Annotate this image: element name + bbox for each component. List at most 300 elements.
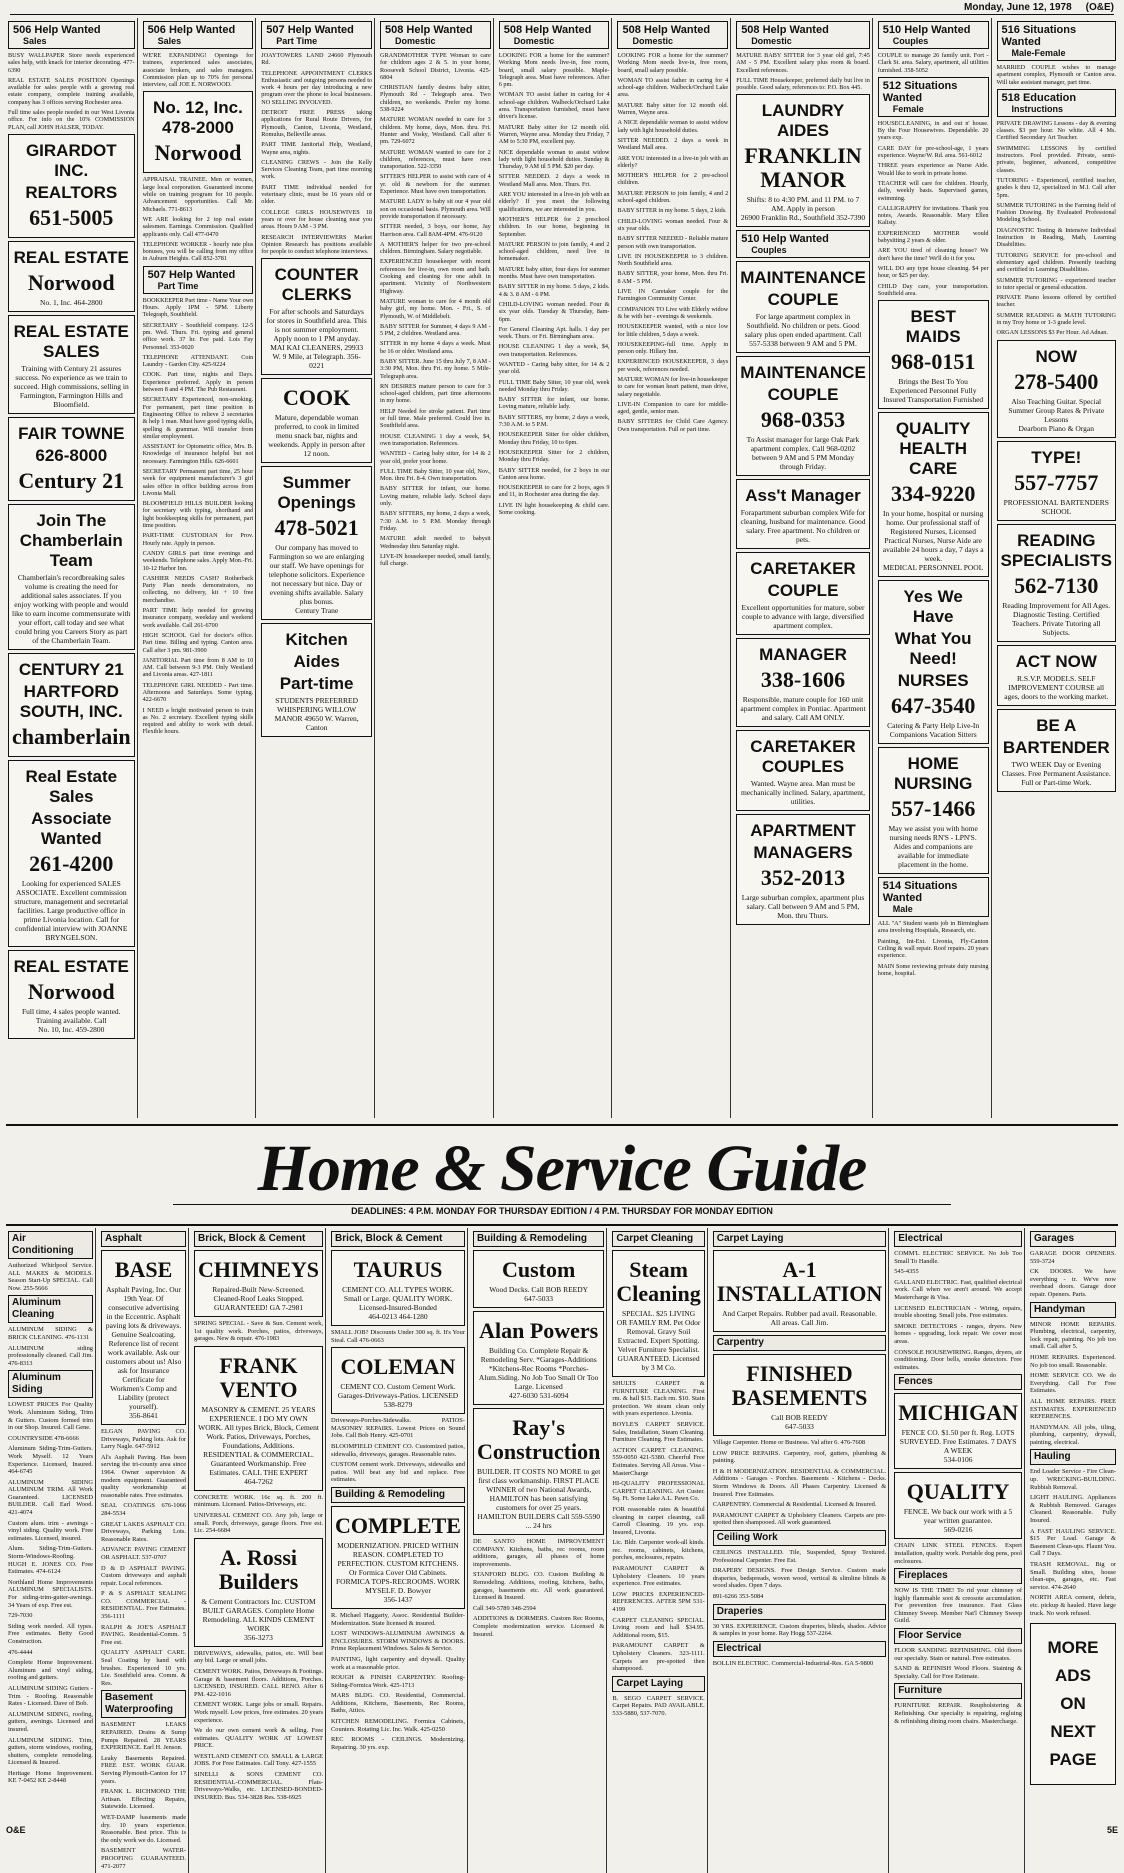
service-ad: PARAMOUNT CARPET & Upholstery Cleaners. Carpets are pre-spotted then shampooed. All work guaranteed. bbox=[712, 1511, 887, 1527]
classified-column bbox=[6, 18, 138, 1118]
section-title: 507 Help Wanted bbox=[147, 268, 236, 281]
classified-ad: For General Cleaning Apt. halls. 1 day per week. Thurs. or Fri. Birmingham area. bbox=[498, 325, 610, 341]
service-ad: Leaky Basements Repaired. FREE EST. WORK GUAR. Serving Plymouth-Canton for 17 years. bbox=[101, 1754, 187, 1785]
section-title: 507 Help Wanted bbox=[266, 24, 354, 36]
category-heading: Electrical bbox=[894, 1231, 1022, 1247]
display-ad-heading: CARETAKER bbox=[750, 559, 856, 579]
classified-ad: MATURE PERSON to join family, 4 and 2 school-aged children, need live in homemaker. bbox=[498, 240, 610, 263]
category-heading: Electrical bbox=[713, 1641, 886, 1657]
display-ad-body: Mature, dependable woman preferred, to cook in limited menu snack bar, nights and weekends. Apply in person after 12 noon. bbox=[268, 413, 366, 459]
classified-ad: LIVE-IN housekeeper needed, small family, full charge. bbox=[380, 552, 491, 568]
classified-ad: SITTER NEEDED. 2 days a week in Westland Mall area. Mon. Thurs. Fri. bbox=[498, 173, 610, 188]
classified-ad: SECRETARY - Southfield company. 12-5 pm. Wed. Thurs. Fri. typing and general office work. 37 hr. Fee paid. Lois Fay Personnel. 353-0020 bbox=[142, 321, 254, 351]
display-ad-footer: 26900 Franklin Rd., Southfield 352-7390 bbox=[740, 213, 866, 223]
display-ad-body: Looking for experienced SALES ASSOCIATE. Excellent commission structure, management and secretarial facilities. Large productive office in prime Livonia location. Call for confidential interview with JOANNE BRYNGELSON. bbox=[14, 878, 129, 942]
service-ad: CARPENTRY. Commercial & Residential. Licensed & Insured. bbox=[712, 1501, 877, 1509]
service-guide-section bbox=[6, 1228, 1118, 1870]
classified-ad: PART TIME help needed for growing insurance company, weekday and weekend work available. Call 261-6700 bbox=[142, 607, 254, 629]
classified-ad: HIGH SCHOOL Girl for doctor's office. Part time. Billing and typing. Canton area. Call after 3 pm. 981-3900 bbox=[142, 631, 254, 654]
display-ad bbox=[473, 1250, 604, 1308]
display-ad-heading: READING SPECIALISTS bbox=[1000, 530, 1112, 570]
display-ad-heading: NURSES bbox=[897, 671, 969, 691]
classified-ad: RN DESIRES mature person to care for 3 school-aged children, part time afternoons in my home. bbox=[380, 382, 491, 405]
category-heading: Building & Remodeling bbox=[331, 1487, 465, 1503]
section-heading bbox=[736, 230, 870, 258]
display-ad bbox=[8, 504, 135, 650]
classified-ad: NICE dependable woman to assist widow lady with light household duties. Sunday & Thursday, 9 AM til 5 PM. $20 per day. bbox=[498, 148, 610, 171]
display-ad-heading: CENTURY 21 bbox=[18, 659, 124, 679]
display-ad-body: Building Co. Complete Repair & Remodeling Serv. *Garages-Additions *Kitchens-Rec Rooms *Porches-Alum.Siding. No Job Too Small Or Too Large. Licensed bbox=[478, 1346, 599, 1391]
display-ad-body: Catering & Party Help Live-In Companions Vacation Sitters bbox=[887, 721, 980, 740]
classified-ad: BOOKKEEPER Part time - Name Your own Hours. Apply 1PM - 5PM. Liberty Telegraph, Southfield. bbox=[142, 296, 254, 319]
classified-ad: TELEPHONE ATTENDANT. Coin Laundry - Garden City. 425-9224 bbox=[142, 353, 254, 369]
service-ad: 729-7030 bbox=[8, 1612, 33, 1620]
display-ad-body: MASONRY & CEMENT. 25 YEARS EXPERIENCE. I DO MY OWN WORK. All types Brick, Block, Cement Work. Patios, Driveways, Porches, Foundations, Additions. RESIDENTIAL & COMMERCIAL. Guaranteed Workmanship. Free Estimates. CALL THE EXPERT bbox=[198, 1404, 319, 1477]
section-subtitle: Part Time bbox=[276, 36, 318, 46]
display-ad-body: No. 1, Inc. 464-2800 bbox=[40, 297, 103, 307]
section-title: 510 Help Wanted bbox=[741, 233, 829, 246]
section-heading bbox=[997, 89, 1116, 117]
section-heading bbox=[617, 21, 728, 49]
display-ad-heading: NOW bbox=[1035, 346, 1078, 366]
display-ad-feature: Ray's Construction bbox=[476, 1415, 601, 1464]
classified-ad: DETROIT FREE PRESS taking applications for Rural Route Drivers, for Plymouth, Canton, Livonia, Westland, Romulus, Belleville areas. bbox=[261, 109, 373, 138]
section-title: 506 Help Wanted bbox=[13, 24, 101, 36]
classified-ad: TELEPHONE GIRL NEEDED - Part time. Afternoons and Saturdays. Some typing. 422-6670 bbox=[142, 681, 254, 704]
service-ad: STANFORD BLDG. CO. Custom Building & Remodeling. Additions, roofing, kitchens, baths, garages, basements etc. All work guaranteed. Licensed & Insured. bbox=[472, 1571, 605, 1602]
service-ad: Alum. Siding-Trim-Gutters. Storm-Windows-Roofing. HUGH E. JONES CO. Free Estimates. 474-6124 bbox=[8, 1545, 94, 1576]
display-ad-body: STUDENTS PREFERRED WHISPERING WILLOW MANOR 49650 W. Warren, Canton bbox=[274, 696, 359, 733]
display-ad-body: R.S.V.P. MODELS. SELF IMPROVEMENT COURSE all ages, doors to the working market. bbox=[1004, 673, 1109, 701]
service-ad: SPRING SPECIAL - Save & Sun. Cement work, 1st quality work. Porches, patios, driveways, garages. New & repair. 476-1983 bbox=[194, 1320, 324, 1343]
display-ad-feature: Norwood bbox=[27, 978, 115, 1004]
service-ad: ELGAN PAVING CO. Driveways, Parking lots. Ask for Larry Nagle. 647-5912 bbox=[101, 1428, 187, 1451]
classified-ad: WILL DO any type house cleaning. $4 per hour, or $25 per day. bbox=[877, 264, 989, 280]
service-ad: KITCHEN REMODELING. Formica Cabinets, Counters. Rotating Lic. Inc. Walk. 425-0250 bbox=[331, 1718, 465, 1733]
display-ad-footer: 356-3273 bbox=[244, 1632, 273, 1642]
display-ad bbox=[736, 261, 870, 353]
service-ad: SINELLI & SONS CEMENT CO. RESIDENTIAL-COMMERCIAL. Flats-Driveways-Walks, etc. LICENSED-BONDED-INSURED. Bus. 534-3828 Res. 538-6925 bbox=[194, 1771, 324, 1801]
display-ad-heading: TYPE! bbox=[1031, 447, 1082, 467]
guide-column bbox=[192, 1228, 326, 1873]
display-ad-feature: 334-9220 bbox=[891, 481, 976, 507]
category-heading: Aluminum Siding bbox=[8, 1370, 93, 1398]
classified-section bbox=[6, 18, 1118, 1118]
banner-title: Home & Service Guide bbox=[257, 1131, 867, 1205]
classified-ad: MATURE PERSON to join family, 4 and 2 school-aged children. bbox=[617, 189, 729, 205]
category-heading: Carpet Cleaning bbox=[612, 1231, 704, 1247]
section-title: 512 Situations Wanted bbox=[882, 79, 958, 104]
display-ad-heading: COUPLE bbox=[767, 385, 839, 405]
classified-ad: TELEPHONE APPOINTMENT CLERKS Enthusiastic and outgoing persons needed to work 4 hours per day introducing a new program over the phone to local businesses. NO SELLING INVOLVED. bbox=[261, 69, 373, 106]
display-ad-heading: QUALITY HEALTH CARE bbox=[895, 419, 971, 479]
classified-ad: BABY SITTER in my home. 5 days, 2 kids. bbox=[617, 207, 727, 215]
classified-ad: BABY SITTER for infant, our home. Loving mature, reliable lady. School days only. bbox=[380, 485, 491, 508]
classified-ad: BABY SITTER needed, for 2 boys in our Canton area home. bbox=[498, 466, 610, 481]
display-ad-body: Forapartment suburban complex Wife for cleaning, husband for maintenance. Good salary. Free apartment. No children or pets. bbox=[740, 508, 866, 545]
service-ad: BLOOMFIELD CEMENT CO. Customized patios, sidewalks, driveways, garages. Reasonable rates. bbox=[331, 1442, 465, 1458]
service-ad: FOR reasonable rates & beautiful cleaning in carpet cleaning, call Carroll Cleaning. 19 yrs. exp. Insured, Livonia. bbox=[612, 1505, 705, 1536]
classified-ad: BABY SITTERS for Child Care Agency. Own transportation. Full or part time. bbox=[617, 418, 729, 433]
display-ad-feature: FRANKLIN MANOR bbox=[744, 143, 862, 193]
display-ad-footer: 538-8279 bbox=[383, 1400, 413, 1410]
classified-column bbox=[259, 18, 375, 1118]
classified-ad: BABY SITTERS, my home, 2 days a week, 7:30 A.M. to 5 P.M. Monday through Friday. bbox=[380, 510, 491, 532]
display-ad-heading: GIRARDOT INC. bbox=[25, 140, 117, 180]
classified-ad: CANDY GIRLS part time evenings and weekends. Telephone sales. Apply Mon.-Fri. 10-12 Harbor Inn. bbox=[142, 549, 254, 572]
classified-ad: APPRAISAL TRAINEE. Men or women, large local corporation. Guaranteed income while on training program for 10 people. Advancement opportunities. Call Mr. Michaels. 771-8613 bbox=[142, 176, 254, 213]
display-ad-feature: Alan Powers bbox=[479, 1318, 599, 1343]
display-ad-footer: Century Trane bbox=[295, 606, 339, 616]
service-ad: COMM'L ELECTRIC SERVICE. No Job Too Small To Handle. bbox=[894, 1250, 1022, 1265]
service-ad: REC ROOMS - CEILINGS. Modernizing. Repairing. 30 yrs. exp. bbox=[331, 1736, 465, 1751]
classified-ad: RESEARCH INTERVIEWERS Market Opinion Research has positions available for people to conduct telephone interviews. bbox=[261, 233, 373, 256]
classified-ad: GRANDMOTHER TYPE Woman to care for children ages 2 & 5. in your home, Roosevelt School District, Livonia. 425-6804 bbox=[380, 52, 491, 81]
classified-ad: A NICE dependable woman to assist widow lady with light household duties. bbox=[617, 119, 729, 134]
section-heading bbox=[878, 877, 989, 917]
classified-ad: PART-TIME CUSTODIAN for Prov. Hourly rate. Apply in person. bbox=[142, 532, 254, 547]
classified-ad: WANTED - Caring baby sitter, for 14 & 2 year old, prefer your home. bbox=[380, 450, 491, 465]
section-subtitle: Male bbox=[892, 904, 913, 915]
classified-ad: MATURE adult needed to babysit Wednesday thru Saturday night. bbox=[380, 535, 491, 550]
service-ad: DRIVEWAYS, sidewalks, patios, etc. Will beat any bid. Large or small jobs. bbox=[194, 1649, 324, 1665]
display-ad-footer: 427-6030 531-6094 bbox=[508, 1391, 569, 1400]
section-heading bbox=[997, 21, 1116, 61]
category-heading: Brick, Block & Cement bbox=[194, 1231, 323, 1247]
category-heading: Ceiling Work bbox=[713, 1530, 886, 1546]
more-ads-link[interactable] bbox=[1030, 1623, 1116, 1785]
classified-ad: CHRISTIAN family desires baby sitter, Plymouth Rd - Telegraph area. Two children, no weekends. Prefer my home. 538-9224 bbox=[380, 84, 491, 114]
display-ad-heading: COUNTER CLERKS bbox=[274, 265, 359, 305]
display-ad bbox=[261, 623, 372, 737]
section-heading bbox=[380, 21, 491, 49]
display-ad-feature: QUALITY bbox=[906, 1479, 1010, 1505]
display-ad-heading: REAL ESTATE bbox=[13, 247, 129, 267]
classified-column bbox=[141, 18, 257, 1118]
display-ad-heading: Kitchen bbox=[285, 630, 348, 650]
guide-column bbox=[610, 1228, 707, 1873]
classified-ad: SUMMER TUTORING - experienced teacher to tutor special or general education. bbox=[996, 276, 1116, 291]
classified-ad: BABY SITTER for Summer, 4 days 9 AM - 5 PM, 2 children. Westland area. bbox=[380, 322, 491, 338]
category-heading: Aluminum Cleaning bbox=[8, 1295, 93, 1323]
classified-ad: WE'RE EXPANDING! Openings for trainees, experienced sales associates, associate brokers, and sales managers. Commission plan up to 70% for personal interview, call JOE E. NORWOOD. bbox=[142, 52, 254, 89]
classified-ad: EXPERIENCED housekeeper with recent references for live-in, own room and bath. Cooking and cleaning for one adult in apartment. Vicinity of Northwestern Highway. bbox=[380, 258, 491, 295]
service-ad: FRANK L. RICHMOND THE Artisan. Effecting Repairs, Statewide. Licensed. bbox=[101, 1788, 187, 1811]
classified-ad: JANITORIAL Part time from 8 AM to 10 AM. Call between 9-3 PM. Only Westland and Livonia areas. 427-1811 bbox=[142, 656, 254, 679]
display-ad bbox=[736, 638, 870, 727]
display-ad bbox=[261, 258, 372, 375]
display-ad bbox=[997, 709, 1116, 792]
display-ad-heading: Real Estate Sales bbox=[25, 766, 118, 806]
classified-ad: REAL ESTATE SALES POSITION Openings available for sales people with a growing real estate company, complete training available, company has 3 offices serving Rochester area. bbox=[8, 76, 135, 106]
display-ad-footer: No. 10, Inc. 459-2800 bbox=[38, 1024, 105, 1034]
display-ad-body: BUILDER. IT COSTS NO MORE to get first class workmanship. FIRST PLACE WINNER of two National Awards, HAMILTON has been satisfying customers for over 25 years. bbox=[476, 1467, 601, 1512]
category-heading: Basement Waterproofing bbox=[101, 1690, 186, 1718]
service-ad: 891-6266 353-5084 bbox=[712, 1592, 764, 1600]
classified-ad: ARE YOU interested in a live-in job with an elderly? If you meet the following qualifications, we are interested in you. bbox=[498, 191, 610, 213]
classified-ad: CARE DAY for pre-school-age, 1 years experience. Wayne/W. Rd. area. 561-6012 bbox=[877, 144, 989, 160]
classified-ad: HELP Needed for stroke patient. Part time or full time. Male preferred. Could live in. Southfield area. bbox=[380, 407, 491, 430]
page-header bbox=[10, 2, 1114, 15]
service-ad: BASEMENT LEAKS REPAIRED. Drains & Sump Pumps Repaired. 28 YEARS EXPERIENCE. Earl H. Jenson. bbox=[101, 1721, 187, 1752]
classified-ad: TUTORING SERVICE for pre-school and elementary aged children. Presently teaching and certified in Learning Disabilities. bbox=[996, 251, 1116, 274]
classified-ad: TEACHER will care for children. Hourly, daily, weekly basis. Supervised games, swimming. bbox=[877, 179, 989, 202]
classified-ad: SITTER NEEDED. 2 days a week in Westland Mall area. bbox=[617, 136, 729, 152]
display-ad-body: To Assist manager for large Oak Park apartment complex. Call 968-0202 between 9 AM and 5 PM Monday through Friday. bbox=[746, 435, 860, 472]
display-ad-heading: Aides bbox=[293, 652, 340, 672]
service-ad: GREAT LAKES ASPHALT CO. Driveways, Parking Lots. Reasonable Rates. bbox=[101, 1520, 187, 1543]
service-ad: Custom alum. trim - awnings - vinyl siding. Quality work. Free estimates. Licensed, insured. bbox=[8, 1519, 94, 1542]
display-ad-heading: HARTFORD SOUTH, INC. bbox=[19, 681, 123, 721]
section-subtitle: Instructions bbox=[1011, 103, 1064, 114]
service-ad: LIGHT HAULING. Appliances & Rubbish Removed. Garages Cleaned. Reasonable. Fully Insured. bbox=[1029, 1494, 1116, 1525]
display-ad-body: May we assist you with home nursing needs RN'S - LPN'S. Aides and companions are available for immediate placement in the home. bbox=[888, 824, 978, 870]
display-ad-feature: 557-1466 bbox=[891, 796, 976, 822]
display-ad-body: Wanted. Wayne area. Man must be mechanically inclined. Salary, apartment, utilities. bbox=[740, 779, 866, 807]
display-ad bbox=[8, 760, 135, 947]
service-ad: QUALITY ASPHALT CARE. Seal Coating by hand with brushes. Experienced 10 yrs. Lie. Southfield area. Comm. & Res. bbox=[101, 1649, 187, 1687]
service-ad: Aluminum Siding-Trim-Gutters. Work Myself. 12 Years Experience. Licensed, Insured. 464-6745 bbox=[8, 1445, 94, 1476]
display-ad-heading: Yes We Have bbox=[903, 587, 963, 627]
classified-ad: SITTER in my home 4 days a week. Must be 16 or older. Westland area. bbox=[380, 340, 491, 355]
service-ad: CARPET CLEANING SPECIAL. Living room and hall $34.95. Additional room, $15. bbox=[612, 1616, 705, 1639]
service-ad: Call 349-5789 348-2594 bbox=[472, 1604, 536, 1612]
display-ad bbox=[8, 950, 135, 1039]
service-ad: End Loader Service - Fire Clean-up. WRECKING-BUILDING. Rubbish Removal. bbox=[1029, 1468, 1116, 1491]
classified-column bbox=[876, 18, 992, 1118]
section-title: 514 Situations Wanted bbox=[882, 880, 958, 905]
display-ad bbox=[997, 441, 1116, 521]
classified-column bbox=[995, 18, 1118, 1118]
footer-left: O&E bbox=[6, 1825, 26, 1835]
section-title: 508 Help Wanted bbox=[622, 24, 711, 36]
display-ad-feature: 968-0151 bbox=[891, 349, 976, 375]
section-title: 508 Help Wanted bbox=[503, 24, 592, 36]
display-ad-heading: 626-8000 bbox=[35, 445, 108, 465]
classified-ad: PRIVATE DRAWING Lessons - day & evening classes. $3 per hour. No white. All 4 Ms. Certified Secondary Art Teacher. bbox=[996, 119, 1116, 142]
display-ad-heading: MAINTENANCE bbox=[740, 268, 866, 288]
display-ad bbox=[8, 134, 135, 238]
display-ad-heading: What You Need! bbox=[894, 629, 972, 669]
category-heading: Carpet Laying bbox=[713, 1231, 886, 1247]
display-ad-feature: 651-5005 bbox=[29, 204, 114, 230]
service-ad: R. Michael Haggarty, Assoc. Residential Builder-Modernization. State licensed & insured. bbox=[331, 1611, 465, 1627]
display-ad-feature: BASE bbox=[114, 1257, 173, 1282]
classified-ad: ARE YOU interested in a live-in job with an elderly? bbox=[617, 154, 729, 169]
display-ad bbox=[261, 378, 372, 463]
classified-ad: DIAGNOSTIC Testing & Intensive Individual Instruction in Reading, Math, Learning Disabilities. bbox=[996, 226, 1116, 249]
classified-ad: LIVE IN Caretaker couple for the Farmington Community Center. bbox=[617, 288, 729, 303]
display-ad bbox=[8, 315, 135, 414]
classified-ad: HOUSEKEEPER wanted, with a nice low for little children, 5 days a week. bbox=[617, 323, 729, 338]
display-ad-body: For large apartment complex in Southfield. No children or pets. Good salary plus open ended apartment. Call 557-5338 between 9 AM and 5 PM. bbox=[744, 312, 862, 349]
display-ad-body: SPECIAL. $25 LIVING OR FAMILY RM. Pet Odor Removal. Gravy Soil Extracted. Expert Spotting. Velvet Furniture Specialist. GUARANTEED. Licensed by 3 M Co. bbox=[616, 1309, 701, 1372]
classified-ad: PRIVATE Piano lessons offered by certified teacher. bbox=[996, 294, 1116, 309]
display-ad-feature: COOK bbox=[283, 385, 351, 411]
category-heading: Draperies bbox=[713, 1604, 886, 1620]
classified-ad: JOAYTOWERS LAND 24660 Plymouth Rd. bbox=[261, 52, 373, 67]
display-ad bbox=[473, 1408, 604, 1535]
section-heading bbox=[261, 21, 372, 49]
display-ad-body: Chamberlain's recordbreaking sales volume is creating the need for additional sales associates. If you enjoy working with people and would like to earn income commensurate with your effort, call today and see what could bring you Careers Story as part of the Chamberlain Team. bbox=[12, 572, 131, 645]
classified-ad: BUSY WALLPAPER Store needs experienced sales help, with knack for interior decorating. 477-6390 bbox=[8, 52, 135, 74]
display-ad bbox=[8, 241, 135, 312]
classified-ad: LOOKING FOR a home for the summer? Working Mom needs live-in, free room, board, small salary possible. Maple-Telegraph area. Must have references. After 6 pm. bbox=[498, 52, 610, 89]
display-ad-heading: Join The Chamberlain Team bbox=[19, 510, 123, 570]
classified-ad: FULL TIME Housekeeper, preferred daily but live in possible. Good salary, references to: P.O. Box 445. bbox=[736, 76, 870, 92]
section-subtitle: Sales bbox=[157, 36, 182, 46]
display-ad-heading: BARTENDER bbox=[1002, 737, 1110, 757]
display-ad-feature: A. Rossi Builders bbox=[218, 1544, 299, 1594]
display-ad-body: Repaired-Built New-Screened. Cleaned-Roof Leaks Stopped. GUARANTEED! GA 7-2981 bbox=[212, 1285, 305, 1312]
guide-column bbox=[1028, 1228, 1118, 1873]
display-ad-feature: Norwood bbox=[154, 140, 242, 166]
display-ad-heading: COUPLE bbox=[767, 581, 839, 601]
category-heading: Building & Remodeling bbox=[473, 1231, 604, 1247]
classified-ad: SECRETARY Experienced, non-smoking. For permanent, part time position in Engineering Office to relieve 2 secretaries & help 1 man. Must have good typing skills, spelling & grammar. Will transfer from similar employment. bbox=[142, 396, 254, 440]
section-subtitle: Sales bbox=[23, 36, 47, 46]
service-ad: 476-4444 bbox=[8, 1648, 33, 1656]
display-ad bbox=[736, 552, 870, 635]
service-ad: CUSTOM cement work. Driveways, sidewalks and patios. Will beat any bid and replace. Free estimates. bbox=[331, 1461, 465, 1484]
service-ad: LOWEST PRICES For Quality Work. Aluminum Siding, Trim & Gutters. Custom formed trim in our Shop. Insured. Call Gene. bbox=[8, 1401, 94, 1432]
display-ad-feature: 557-7757 bbox=[1014, 469, 1099, 495]
classified-ad: COMPANION TO Live with Elderly widow & be with her - evenings & weekends. bbox=[617, 305, 729, 320]
display-ad-body: Wood Decks. Call BOB REEDY bbox=[489, 1285, 589, 1294]
service-ad: A FAST HAULING SERVICE. $15 Per Load. Garage & Basement Clean-ups. Flaunt You. Call 7 Days. bbox=[1029, 1527, 1116, 1558]
service-ad: ALUMINUM SIDING, roofing, gutters, awnings. Licensed and insured. bbox=[8, 1710, 94, 1733]
classified-ad: CHILD-LOVING woman needed. Four & six year olds. bbox=[617, 217, 729, 232]
category-heading: Handyman bbox=[1030, 1302, 1116, 1318]
display-ad bbox=[194, 1538, 323, 1647]
classified-ad: MAIN Some reviewing private duty nursing home, hospital. bbox=[877, 962, 989, 977]
display-ad bbox=[736, 730, 870, 811]
service-ad: PARAMOUNT CARPET & Upholstery Cleaners. 10 years experience. Free estimates. bbox=[612, 1565, 705, 1588]
service-ad: FURNITURE REPAIR. Reupholstering & Refinishing. Our specialty is repairing, regluing & refinishing dining room chairs. Mastercharge. bbox=[894, 1702, 1022, 1725]
classified-ad: HOUSEKEEPER Sitter for older children, Monday thru Friday, 10 to 6pm. bbox=[498, 431, 610, 446]
section-title: 508 Help Wanted bbox=[741, 24, 829, 36]
display-ad-body: Full time, 4 sales people wanted. Training available. Call bbox=[22, 1006, 121, 1025]
display-ad bbox=[612, 1250, 704, 1377]
display-ad-heading: CARETAKER COUPLES bbox=[750, 737, 856, 777]
display-ad-feature: 562-7130 bbox=[1014, 572, 1099, 598]
display-ad bbox=[997, 340, 1116, 438]
display-ad-feature: 968-0353 bbox=[760, 407, 846, 433]
classified-column bbox=[497, 18, 613, 1118]
display-ad bbox=[331, 1506, 465, 1609]
display-ad-body: Shifts: 8 to 4:30 PM. and 11 PM. to 7 AM. Apply in person bbox=[746, 195, 860, 214]
classified-ad: MATURE woman to care for 4 month old baby girl, my home. Mon. - Fri., S. of Plymouth, W. of Middlebelt. bbox=[380, 297, 491, 320]
classified-ad: PART TIME Janitorial Help, Westland, Wayne area, nights. bbox=[261, 141, 373, 156]
section-subtitle: Domestic bbox=[751, 36, 792, 46]
display-ad-heading: Summer Openings bbox=[277, 473, 356, 513]
display-ad bbox=[8, 653, 135, 757]
service-ad: H & H MODERNIZATION. RESIDENTIAL & COMMERCIAL. Additions - Garages - Porches. Basements - Kitchens - Decks. Storm Windows & Doors. All Phases Carpentry. Licensed & Insured. Free Estimates. bbox=[712, 1467, 887, 1498]
service-ad: MINOR HOME REPAIRS. Plumbing, electrical, carpentry, lock repair, painting. No job too small. Call after 5. bbox=[1029, 1320, 1116, 1351]
display-ad-body: In your home, hospital or nursing home. Our professional staff of Registered Nurses, Licensed Practical Nurses, Nurse Aide are available 24 hours a day, 7 days a week. bbox=[882, 509, 984, 564]
section-title: 510 Help Wanted bbox=[882, 24, 971, 36]
service-ad: HI-QUALITY PROFESSIONAL CARPET CLEANING. Art Custer. Sq. Ft. Some Lake A.L. Pawn Co. bbox=[612, 1480, 705, 1503]
display-ad bbox=[331, 1347, 465, 1414]
service-ad: PAINTING, light carpentry and drywall. Quality work at a reasonable price. bbox=[331, 1655, 465, 1671]
classified-ad: LIVE IN light housekeeping & child care. Some cooking. bbox=[498, 501, 610, 517]
display-ad-body: And Carpet Repairs. Rubber pad avail. Reasonable. All areas. Call Jim. bbox=[722, 1309, 877, 1327]
display-ad-heading: Part-time bbox=[279, 674, 354, 694]
display-ad-feature: 261-4200 bbox=[29, 850, 114, 876]
banner-deadlines: DEADLINES: 4 P.M. MONDAY FOR THURSDAY EDITION / 4 P.M. THURSDAY FOR MONDAY EDITION bbox=[173, 1204, 951, 1217]
display-ad bbox=[736, 814, 870, 925]
display-ad-feature: FINISHED BASEMENTS bbox=[731, 1361, 868, 1410]
classified-ad: SWIMMING LESSONS by certified instructors. Pool provided. Private, semi-private, beginner, advanced, competitive classes. bbox=[996, 144, 1116, 174]
display-ad-heading: LAUNDRY AIDES bbox=[761, 101, 845, 141]
classified-ad: BLOOMFIELD HILLS BUILDER looking for secretary with typing, shorthand and light bookkeeping skills for permanent, part time position. bbox=[142, 500, 254, 530]
display-ad-body: Reading Improvement for All Ages. Diagnostic Testing. Certified Teachers. Private Tutoring all Subjects. bbox=[1002, 600, 1111, 637]
service-ad: SMALL JOB? Discounts Under 300 sq. ft. It's Your Steal. Call 476-0663 bbox=[331, 1329, 465, 1344]
service-ad: CK DOORS. We have everything - tr. We've now overhead doors. Garage door repair. Openers. Parts. bbox=[1029, 1268, 1116, 1298]
section-subtitle: Domestic bbox=[513, 36, 555, 46]
service-ad: ALL HOME REPAIRS. FREE ESTIMATES. EXPERIENCED REFERENCES. bbox=[1029, 1397, 1116, 1421]
service-ad: BOYLE'S CARPET SERVICE. Sales, Installation, Steam Cleaning. Furniture Cleaning. Free Estimates. bbox=[612, 1420, 705, 1444]
display-ad-feature: FRANK VENTO bbox=[219, 1352, 298, 1402]
guide-column bbox=[329, 1228, 468, 1873]
service-ad: HOME SERVICE CO. We do Everything. Call For Free Estimates. bbox=[1029, 1372, 1116, 1395]
classified-ad: BABY SITTER for infant, our home. Loving mature, reliable lady. bbox=[498, 396, 610, 411]
display-ad-feature: Norwood bbox=[27, 269, 115, 295]
service-ad: HOME REPAIRS. Experienced. No job too small. Reasonable. bbox=[1029, 1353, 1116, 1369]
service-ad: ALUMINUM SIDING. Trim, gutters, storm windows, roofing, shutters, complete remodeling. Licensed & Insured. bbox=[8, 1736, 94, 1767]
classified-ad: ORGAN LESSONS $3 Per Hour. Ad Adnan. bbox=[996, 329, 1108, 337]
display-ad-feature: COMPLETE bbox=[335, 1512, 461, 1538]
display-ad-heading: ACT NOW bbox=[1015, 651, 1097, 671]
section-heading bbox=[878, 77, 989, 117]
display-ad-heading: REAL ESTATE SALES bbox=[13, 321, 129, 361]
service-ad: ALUMINUM SIDING & BRICK CLEANING. 476-1131 bbox=[8, 1326, 94, 1341]
display-ad-heading: MAINTENANCE bbox=[740, 363, 866, 383]
service-ad: ADVANCE PAVING CEMENT OR ASPHALT. 537-0707 bbox=[101, 1546, 187, 1561]
display-ad-heading: No. 12, Inc. 478-2000 bbox=[153, 98, 243, 138]
display-ad bbox=[331, 1250, 465, 1326]
classified-ad: I NEED a bright motivated person to train as No. 2 secretary. Excellent typing skills required and ability to work with detail. Flexible hours. bbox=[142, 706, 254, 736]
display-ad-feature: chamberlain bbox=[12, 723, 131, 749]
display-ad bbox=[194, 1250, 323, 1317]
classified-ad: COUPLE to manage 26 family unit. Fort - Clark St. area. Salary, apartment, all utilities furnished. 358-5052 bbox=[877, 52, 989, 74]
display-ad-body: CEMENT CO. Custom Cement Work. Garages-Driveways-Patios. LICENSED bbox=[337, 1382, 459, 1401]
service-ad: 30 YRS. EXPERIENCE. Custom draperies, blinds, shades. Advice & samples in your home. Ray Hogg 537-2264. bbox=[712, 1622, 887, 1638]
section-title: 508 Help Wanted bbox=[385, 24, 473, 36]
guide-column bbox=[6, 1228, 96, 1873]
category-heading: Air Conditioning bbox=[8, 1231, 93, 1259]
service-ad: LOW PRICES EXPERIENCED-REFERENCES. AFTER 5PM 531-4199 bbox=[612, 1590, 705, 1614]
service-ad: NOW IS THE TIME! To rid your chimney of highly flammable soot & creosote accumulation. For prevention free insurance. Fast Glass Chimney Sweep. Member Nat'l Chimney Sweep Guild. bbox=[894, 1587, 1022, 1625]
display-ad bbox=[736, 356, 870, 476]
classified-ad: SUMMER READING & MATH TUTORING in my Troy home or 1-3 grade level. bbox=[996, 311, 1116, 327]
classified-ad: BABY SITTER NEEDED - Reliable mature person with own transportation. bbox=[617, 235, 729, 250]
issue-date: Monday, June 12, 1978 bbox=[964, 2, 1072, 13]
service-ad: SHULTS CARPET & FURNITURE CLEANING. First rm. & hall $15. Each rm. $10. Stain protection. We steam clean only with years experience. Livonia. bbox=[612, 1380, 705, 1418]
section-heading bbox=[736, 21, 870, 49]
display-ad-body: Call BOB REEDY bbox=[771, 1413, 828, 1422]
classified-ad: HOUSECLEANING, in and out n' house. By the Four Housewives. Dependable. 20 years exp. bbox=[877, 119, 989, 142]
service-ad: We do our own cement work & selling. Free estimates. QUALITY WORK AT LOWEST PRICE. bbox=[194, 1727, 324, 1750]
classified-ad: WANTED - Caring baby sitter, for 14 & 2 year old. bbox=[498, 360, 610, 376]
classified-ad: PART TIME individual needed for veterinary clinic, must be 16 years old or older. bbox=[261, 183, 373, 206]
display-ad-body: Training with Century 21 assures success. No experience as we train to succeed. High commissions, selling in Farmington, Farmington Hills and Bloomfield. bbox=[13, 363, 129, 409]
service-ad: Northland Home Improvements ALUMINUM SPECIALISTS. For siding-trim-gutter-awnings. 34 Years of exp. Free est. bbox=[8, 1578, 94, 1609]
classified-ad: MATURE Baby sitter for 12 month old. Warren, Wayne area. bbox=[617, 101, 729, 117]
classified-ad: MOTHER'S HELPER for 2 pre-school children. bbox=[617, 172, 729, 187]
service-ad: SMOKE DETECTORS - ranges, dryers. New homes - upgrading, lock repair. We cover most areas. bbox=[894, 1322, 1022, 1345]
classified-ad: EXPERIENCED MOTHER would babysitting 2 years & older. bbox=[877, 229, 989, 245]
